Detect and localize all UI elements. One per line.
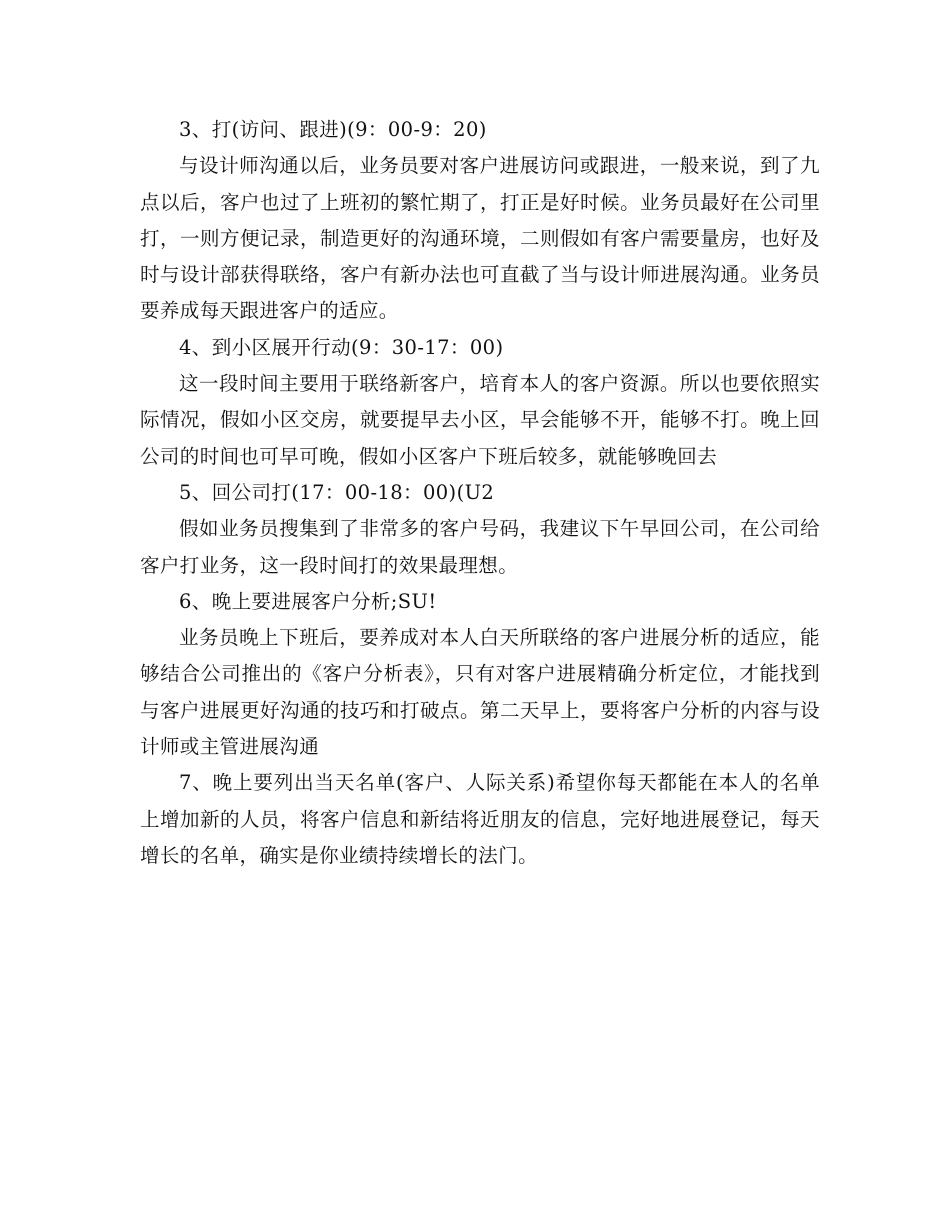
- section-body-6: 业务员晚上下班后，要养成对本人白天所联络的客户进展分析的适应，能够结合公司推出的《客户分析表》，只有对客户进展精确分析定位，才能找到与客户进展更好沟通的技巧和打破点。第二天早上，要将客户分析的内容与设计师或主管进展沟通: [140, 626, 820, 759]
- document-body: [140, 112, 820, 874]
- section-heading-3: 3、打(访问、跟进)(9：00-9：20): [179, 118, 487, 141]
- section-body-4: 这一段时间主要用于联络新客户，培育本人的客户资源。所以也要依照实际情况，假如小区交房，就要提早去小区，早会能够不开，能够不打。晚上回公司的时间也可早可晚，假如小区客户下班后较多，就能够晚回去: [140, 372, 820, 468]
- section-body-3: 与设计师沟通以后，业务员要对客户进展访问或跟进，一般来说，到了九点以后，客户也过了上班初的繁忙期了，打正是好时候。业务员最好在公司里打，一则方便记录，制造更好的沟通环境，二则假如有客户需要量房，也好及时与设计部获得联络，客户有新办法也可直截了当与设计师进展沟通。业务员要养成每天跟进客户的适应。: [140, 154, 820, 323]
- section-heading-4: 4、到小区展开行动(9：30-17：00): [179, 335, 504, 359]
- section-heading-5: 5、回公司打(17：00-18：00)(U2: [179, 480, 495, 504]
- section-heading-6: 6、晚上要进展客户分析;SU!: [179, 589, 437, 613]
- section-paragraph-7: 7、晚上要列出当天名单(客户、人际关系)希望你每天都能在本人的名单上增加新的人员，将客户信息和新结将近朋友的信息，完好地进展登记，每天增长的名单，确实是你业绩持续增长的法门。: [140, 771, 820, 867]
- section-body-5: 假如业务员搜集到了非常多的客户号码，我建议下午早回公司，在公司给客户打业务，这一段时间打的效果最理想。: [140, 517, 820, 577]
